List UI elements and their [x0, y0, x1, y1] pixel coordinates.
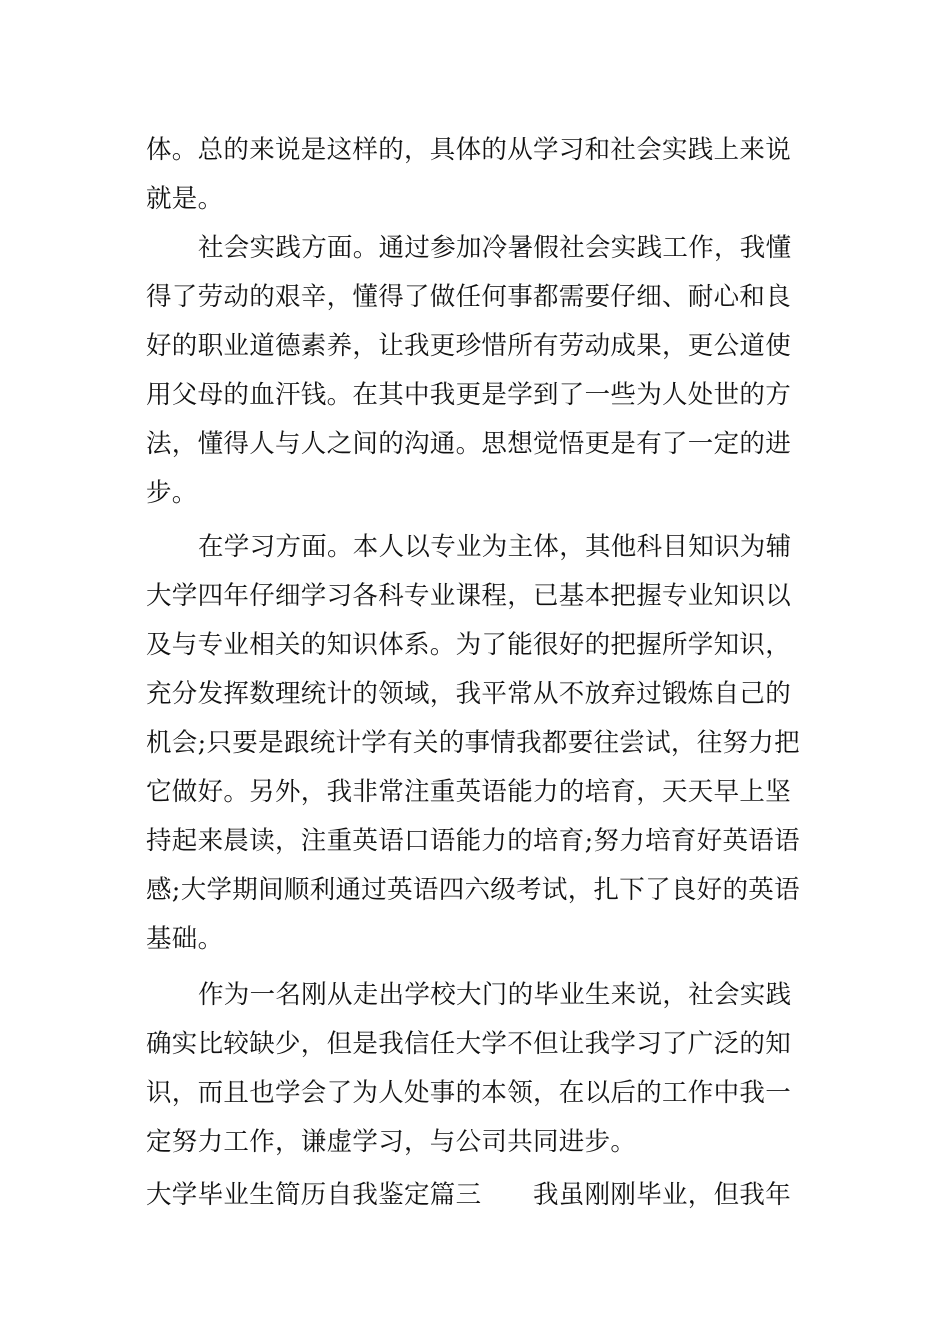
text-line: 识，而且也学会了为人处事的本领，在以后的工作中我一 — [146, 1078, 792, 1108]
text-line: 得了劳动的艰辛，懂得了做任何事都需要仔细、耐心和良 — [146, 282, 792, 312]
text-line: 体。总的来说是这样的，具体的从学习和社会实践上来说 — [146, 135, 792, 165]
section-heading-line: 大学毕业生简历自我鉴定篇三 我虽刚刚毕业，但我年 — [146, 1180, 792, 1210]
text-line: 充分发挥数理统计的领域，我平常从不放弃过锻炼自己的 — [146, 679, 792, 709]
text-line: 感;大学期间顺利通过英语四六级考试，扎下了良好的英语 — [146, 875, 800, 905]
text-line: 大学四年仔细学习各科专业课程，已基本把握专业知识以 — [146, 581, 792, 611]
text-line: 定努力工作，谦虚学习，与公司共同进步。 — [146, 1127, 637, 1157]
text-line: 就是。 — [146, 184, 224, 214]
paragraph-start-line: 社会实践方面。通过参加冷暑假社会实践工作，我懂 — [198, 233, 792, 263]
text-line: 法，懂得人与人之间的沟通。思想觉悟更是有了一定的进 — [146, 429, 792, 459]
text-line: 基础。 — [146, 924, 224, 954]
paragraph-start-line: 在学习方面。本人以专业为主体，其他科目知识为辅 — [198, 532, 792, 562]
text-line: 持起来晨读，注重英语口语能力的培育;努力培育好英语语 — [146, 826, 800, 856]
paragraph-start-line: 作为一名刚从走出学校大门的毕业生来说，社会实践 — [198, 980, 792, 1010]
text-line: 用父母的血汗钱。在其中我更是学到了一些为人处世的方 — [146, 380, 792, 410]
text-line: 确实比较缺少，但是我信任大学不但让我学习了广泛的知 — [146, 1029, 792, 1059]
text-line: 好的职业道德素养，让我更珍惜所有劳动成果，更公道使 — [146, 331, 792, 361]
text-line: 它做好。另外，我非常注重英语能力的培育，天天早上坚 — [146, 777, 792, 807]
text-line: 机会;只要是跟统计学有关的事情我都要往尝试，往努力把 — [146, 728, 800, 758]
text-line: 及与专业相关的知识体系。为了能很好的把握所学知识， — [146, 630, 792, 660]
text-line: 步。 — [146, 478, 198, 508]
